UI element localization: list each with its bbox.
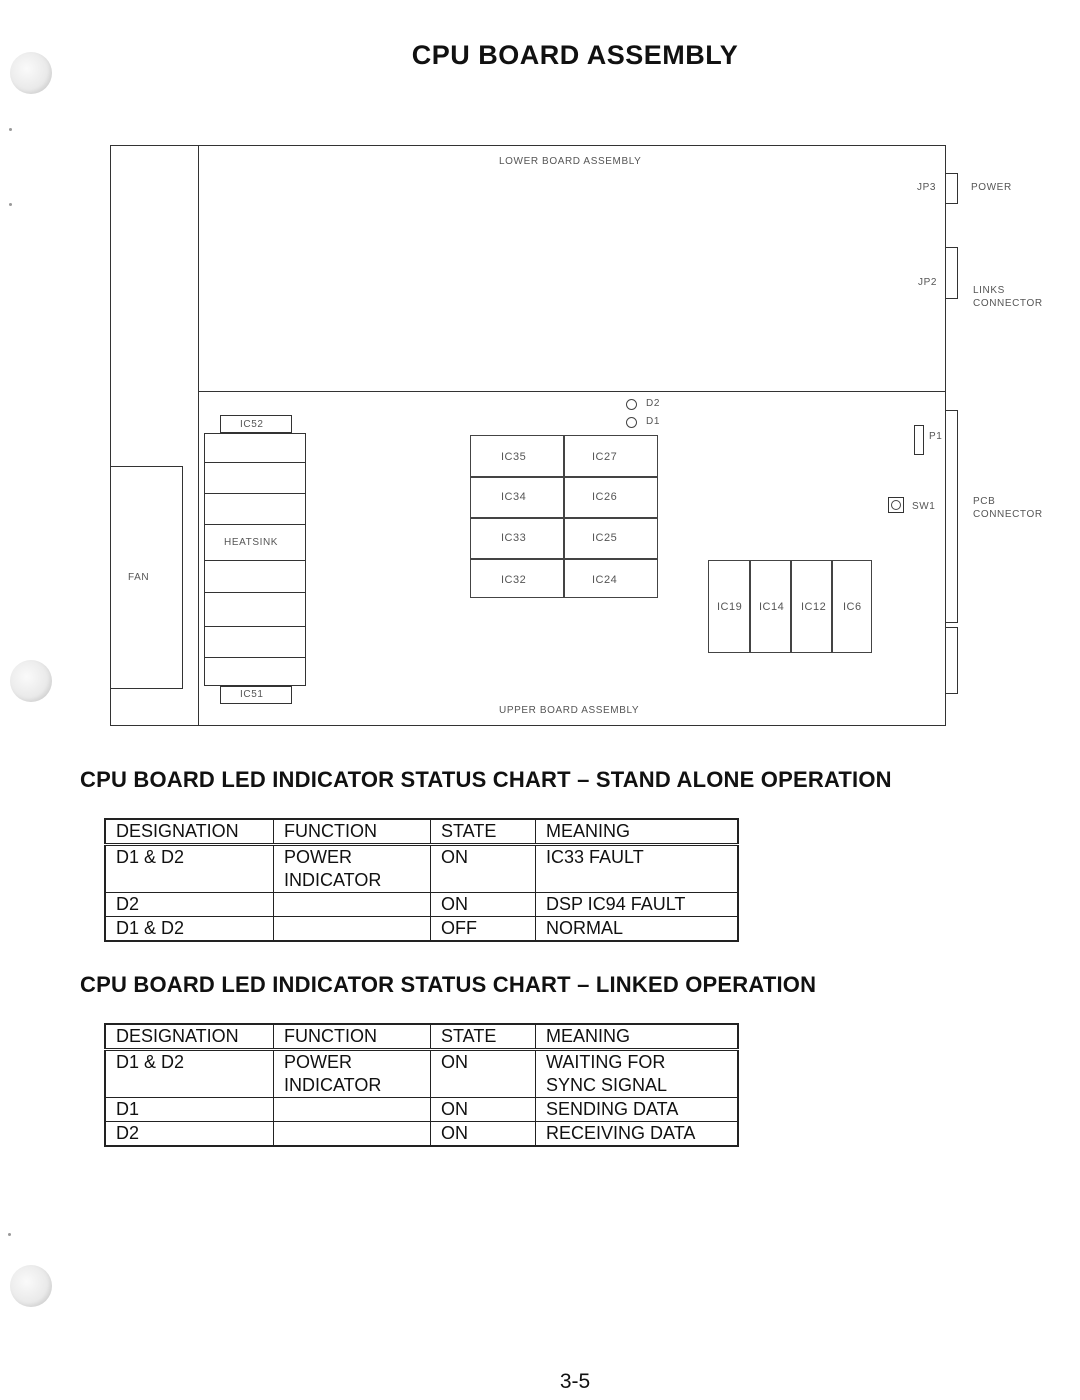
ic19: IC19 [708, 560, 750, 653]
pcb-connector-lower [945, 627, 958, 694]
links-label: LINKS [973, 285, 1005, 296]
lower-board-label: LOWER BOARD ASSEMBLY [499, 156, 642, 167]
sw1-label: SW1 [912, 501, 936, 512]
linked-chart-title: CPU BOARD LED INDICATOR STATUS CHART – LINKED OPERATION [80, 972, 817, 997]
standalone-status-table [104, 818, 739, 942]
ic32: IC32 [470, 559, 564, 598]
p1-connector [914, 425, 924, 455]
links-connector-label: CONNECTOR [973, 298, 1043, 309]
page-number: 3-5 [559, 1370, 591, 1393]
header-designation: DESIGNATION [105, 819, 274, 845]
header-function: FUNCTION [274, 819, 431, 845]
header-meaning: MEANING [536, 1024, 739, 1050]
table-row: D1 ON SENDING DATA [105, 1098, 738, 1122]
linked-status-table [104, 1023, 739, 1147]
ic14: IC14 [750, 560, 791, 653]
table-row: D2 ON RECEIVING DATA [105, 1122, 738, 1147]
led-d2 [626, 399, 637, 410]
pcb-connector-label: CONNECTOR [973, 509, 1043, 520]
punch-hole [10, 1265, 52, 1307]
ic27: IC27 [564, 435, 658, 477]
led-d2-label: D2 [646, 398, 660, 409]
fan-label: FAN [128, 572, 150, 583]
speck [9, 128, 12, 131]
ic12: IC12 [791, 560, 832, 653]
jp3-label: JP3 [917, 182, 937, 193]
divider [198, 145, 199, 726]
ic35: IC35 [470, 435, 564, 477]
sw1-button-icon [891, 500, 901, 510]
table-row: D1 & D2 POWER INDICATOR ON WAITING FOR SYNC SIGNAL [105, 1050, 738, 1098]
header-designation: DESIGNATION [105, 1024, 274, 1050]
ic52-label: IC52 [240, 419, 264, 430]
table-row: D2 ON DSP IC94 FAULT [105, 893, 738, 917]
punch-hole [10, 660, 52, 702]
ic26: IC26 [564, 477, 658, 518]
pcb-connector-upper [945, 410, 958, 623]
led-d1 [626, 417, 637, 428]
ic6: IC6 [832, 560, 872, 653]
standalone-chart-title: CPU BOARD LED INDICATOR STATUS CHART – STAND ALONE OPERATION [80, 767, 892, 792]
table-row: D1 & D2 OFF NORMAL [105, 917, 738, 942]
speck [9, 203, 12, 206]
pcb-label: PCB [973, 496, 996, 507]
ic33: IC33 [470, 518, 564, 559]
power-label: POWER [971, 182, 1012, 193]
upper-board-label: UPPER BOARD ASSEMBLY [499, 705, 640, 716]
header-function: FUNCTION [274, 1024, 431, 1050]
header-meaning: MEANING [536, 819, 739, 845]
header-state: STATE [431, 819, 536, 845]
ic25: IC25 [564, 518, 658, 559]
heatsink-label: HEATSINK [224, 537, 279, 548]
p1-label: P1 [929, 431, 943, 442]
jp2-label: JP2 [918, 277, 938, 288]
jp3-connector [945, 173, 958, 204]
divider [198, 391, 946, 392]
speck [8, 1233, 11, 1236]
page-title: CPU BOARD ASSEMBLY [411, 40, 739, 70]
header-state: STATE [431, 1024, 536, 1050]
jp2-connector [945, 247, 958, 299]
ic34: IC34 [470, 477, 564, 518]
table-row: D1 & D2 POWER INDICATOR ON IC33 FAULT [105, 845, 738, 893]
ic51-label: IC51 [240, 689, 264, 700]
ic24: IC24 [564, 559, 658, 598]
led-d1-label: D1 [646, 416, 660, 427]
